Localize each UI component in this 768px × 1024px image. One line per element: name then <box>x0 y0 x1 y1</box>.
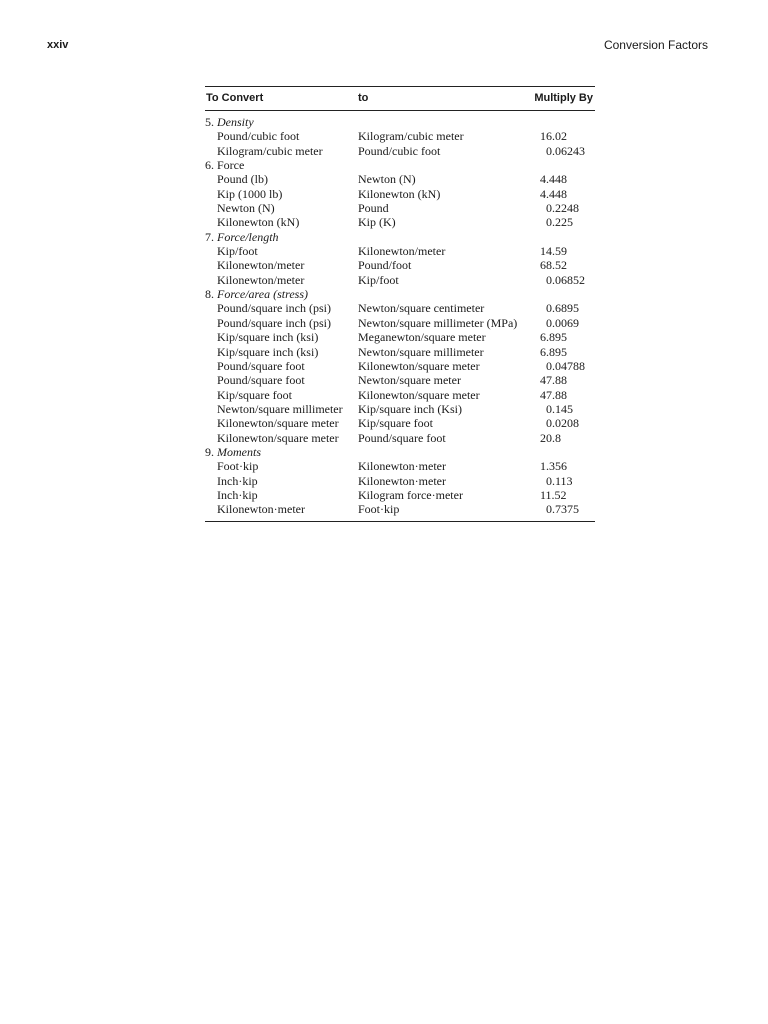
to-unit: Newton/square meter <box>358 373 461 388</box>
to-unit: Kip (K) <box>358 215 396 230</box>
table-row <box>205 388 595 402</box>
multiply-factor: 1.356 <box>540 459 567 474</box>
section-label <box>205 230 279 244</box>
from-unit: Kilonewton/meter <box>217 272 305 287</box>
section-title: Moments <box>217 444 261 459</box>
to-unit: Kilonewton·meter <box>358 459 446 474</box>
table-row <box>205 258 595 272</box>
table-row <box>205 488 595 502</box>
from-unit: Kilonewton·meter <box>217 502 305 517</box>
section-heading <box>205 287 595 301</box>
to-unit: Newton (N) <box>358 172 416 187</box>
multiply-factor: 0.0208 <box>546 416 579 431</box>
section-title: Force/area (stress) <box>217 287 308 302</box>
from-unit: Newton (N) <box>217 201 275 216</box>
section-heading <box>205 445 595 459</box>
to-unit: Pound <box>358 201 389 216</box>
multiply-factor: 14.59 <box>540 244 567 259</box>
table-header <box>205 87 595 110</box>
section-heading <box>205 158 595 172</box>
from-unit: Pound/square foot <box>217 373 305 388</box>
to-unit: Kilonewton/meter <box>358 244 446 259</box>
to-unit: Meganewton/square meter <box>358 330 486 345</box>
table-row <box>205 359 595 373</box>
from-unit: Kip (1000 lb) <box>217 186 283 201</box>
multiply-factor: 20.8 <box>540 430 561 445</box>
section-number: 6. <box>205 158 214 173</box>
from-unit: Pound/square foot <box>217 358 305 373</box>
table-row <box>205 187 595 201</box>
from-unit: Pound/square inch (psi) <box>217 301 331 316</box>
to-unit: Kilonewton (kN) <box>358 186 441 201</box>
to-unit: Newton/square millimeter <box>358 344 484 359</box>
section-title: Force/length <box>217 229 279 244</box>
section-label <box>205 115 254 129</box>
table-row <box>205 474 595 488</box>
table-row <box>205 215 595 229</box>
multiply-factor: 0.06243 <box>546 143 585 158</box>
column-header-to: to <box>358 92 369 104</box>
to-unit: Pound/foot <box>358 258 412 273</box>
table-row <box>205 129 595 143</box>
to-unit: Newton/square centimeter <box>358 301 485 316</box>
multiply-factor: 0.06852 <box>546 272 585 287</box>
multiply-factor: 6.895 <box>540 330 567 345</box>
from-unit: Newton/square millimeter <box>217 401 343 416</box>
section-number: 5. <box>205 115 214 129</box>
multiply-factor: 11.52 <box>540 487 567 502</box>
to-unit: Pound/square foot <box>358 430 446 445</box>
table-row <box>205 144 595 158</box>
page-number: xxiv <box>47 39 69 51</box>
multiply-factor: 0.0069 <box>546 315 579 330</box>
section-heading <box>205 115 595 129</box>
from-unit: Kilonewton/square meter <box>217 416 339 431</box>
table-row <box>205 402 595 416</box>
to-unit: Kilogram/cubic meter <box>358 129 464 144</box>
from-unit: Pound (lb) <box>217 172 268 187</box>
from-unit: Kip/square foot <box>217 387 292 402</box>
multiply-factor: 68.52 <box>540 258 567 273</box>
to-unit: Kip/square inch (Ksi) <box>358 401 462 416</box>
from-unit: Pound/cubic foot <box>217 129 300 144</box>
from-unit: Inch·kip <box>217 473 258 488</box>
table-row <box>205 502 595 516</box>
multiply-factor: 47.88 <box>540 387 567 402</box>
table-row <box>205 345 595 359</box>
to-unit: Kilonewton/square meter <box>358 387 480 402</box>
to-unit: Foot·kip <box>358 502 400 517</box>
table-body <box>205 111 595 521</box>
from-unit: Kilonewton/square meter <box>217 430 339 445</box>
multiply-factor: 0.145 <box>546 401 573 416</box>
table-row <box>205 416 595 430</box>
table-row <box>205 244 595 258</box>
from-unit: Kilogram/cubic meter <box>217 143 323 158</box>
multiply-factor: 6.895 <box>540 344 567 359</box>
from-unit: Inch·kip <box>217 487 258 502</box>
table-row <box>205 373 595 387</box>
to-unit: Newton/square millimeter (MPa) <box>358 315 518 330</box>
multiply-factor: 0.225 <box>546 215 573 230</box>
from-unit: Kip/square inch (ksi) <box>217 344 319 359</box>
to-unit: Kilonewton/square meter <box>358 358 480 373</box>
to-unit: Kip/square foot <box>358 416 433 431</box>
to-unit: Kilogram force·meter <box>358 487 463 502</box>
column-header-to-convert: To Convert <box>206 92 264 104</box>
from-unit: Foot·kip <box>217 459 259 474</box>
conversion-table <box>205 86 595 522</box>
multiply-factor: 47.88 <box>540 373 567 388</box>
section-label <box>205 287 308 301</box>
section-number: 9. <box>205 444 214 459</box>
table-row <box>205 201 595 215</box>
multiply-factor: 4.448 <box>540 186 567 201</box>
from-unit: Pound/square inch (psi) <box>217 315 331 330</box>
table-row <box>205 431 595 445</box>
multiply-factor: 0.113 <box>546 473 573 488</box>
multiply-factor: 0.6895 <box>546 301 579 316</box>
multiply-factor: 16.02 <box>540 129 567 144</box>
from-unit: Kip/foot <box>217 244 258 259</box>
to-unit: Kilonewton·meter <box>358 473 446 488</box>
running-title: Conversion Factors <box>603 38 708 52</box>
from-unit: Kilonewton/meter <box>217 258 305 273</box>
section-number: 8. <box>205 287 214 302</box>
table-row <box>205 459 595 473</box>
from-unit: Kilonewton (kN) <box>217 215 300 230</box>
section-number: 7. <box>205 229 214 244</box>
table-bottom-rule <box>205 521 595 522</box>
column-header-multiply-by: Multiply By <box>534 92 593 104</box>
section-label <box>205 445 261 459</box>
section-title: Density <box>217 115 254 129</box>
multiply-factor: 0.2248 <box>546 201 579 216</box>
table-row <box>205 172 595 186</box>
from-unit: Kip/square inch (ksi) <box>217 330 319 345</box>
table-row <box>205 316 595 330</box>
table-row <box>205 273 595 287</box>
section-heading <box>205 230 595 244</box>
multiply-factor: 0.04788 <box>546 358 585 373</box>
table-row <box>205 330 595 344</box>
table-row <box>205 301 595 315</box>
section-title: Force <box>217 158 245 173</box>
to-unit: Kip/foot <box>358 272 399 287</box>
multiply-factor: 4.448 <box>540 172 567 187</box>
multiply-factor: 0.7375 <box>546 502 579 517</box>
section-label <box>205 158 244 172</box>
to-unit: Pound/cubic foot <box>358 143 441 158</box>
